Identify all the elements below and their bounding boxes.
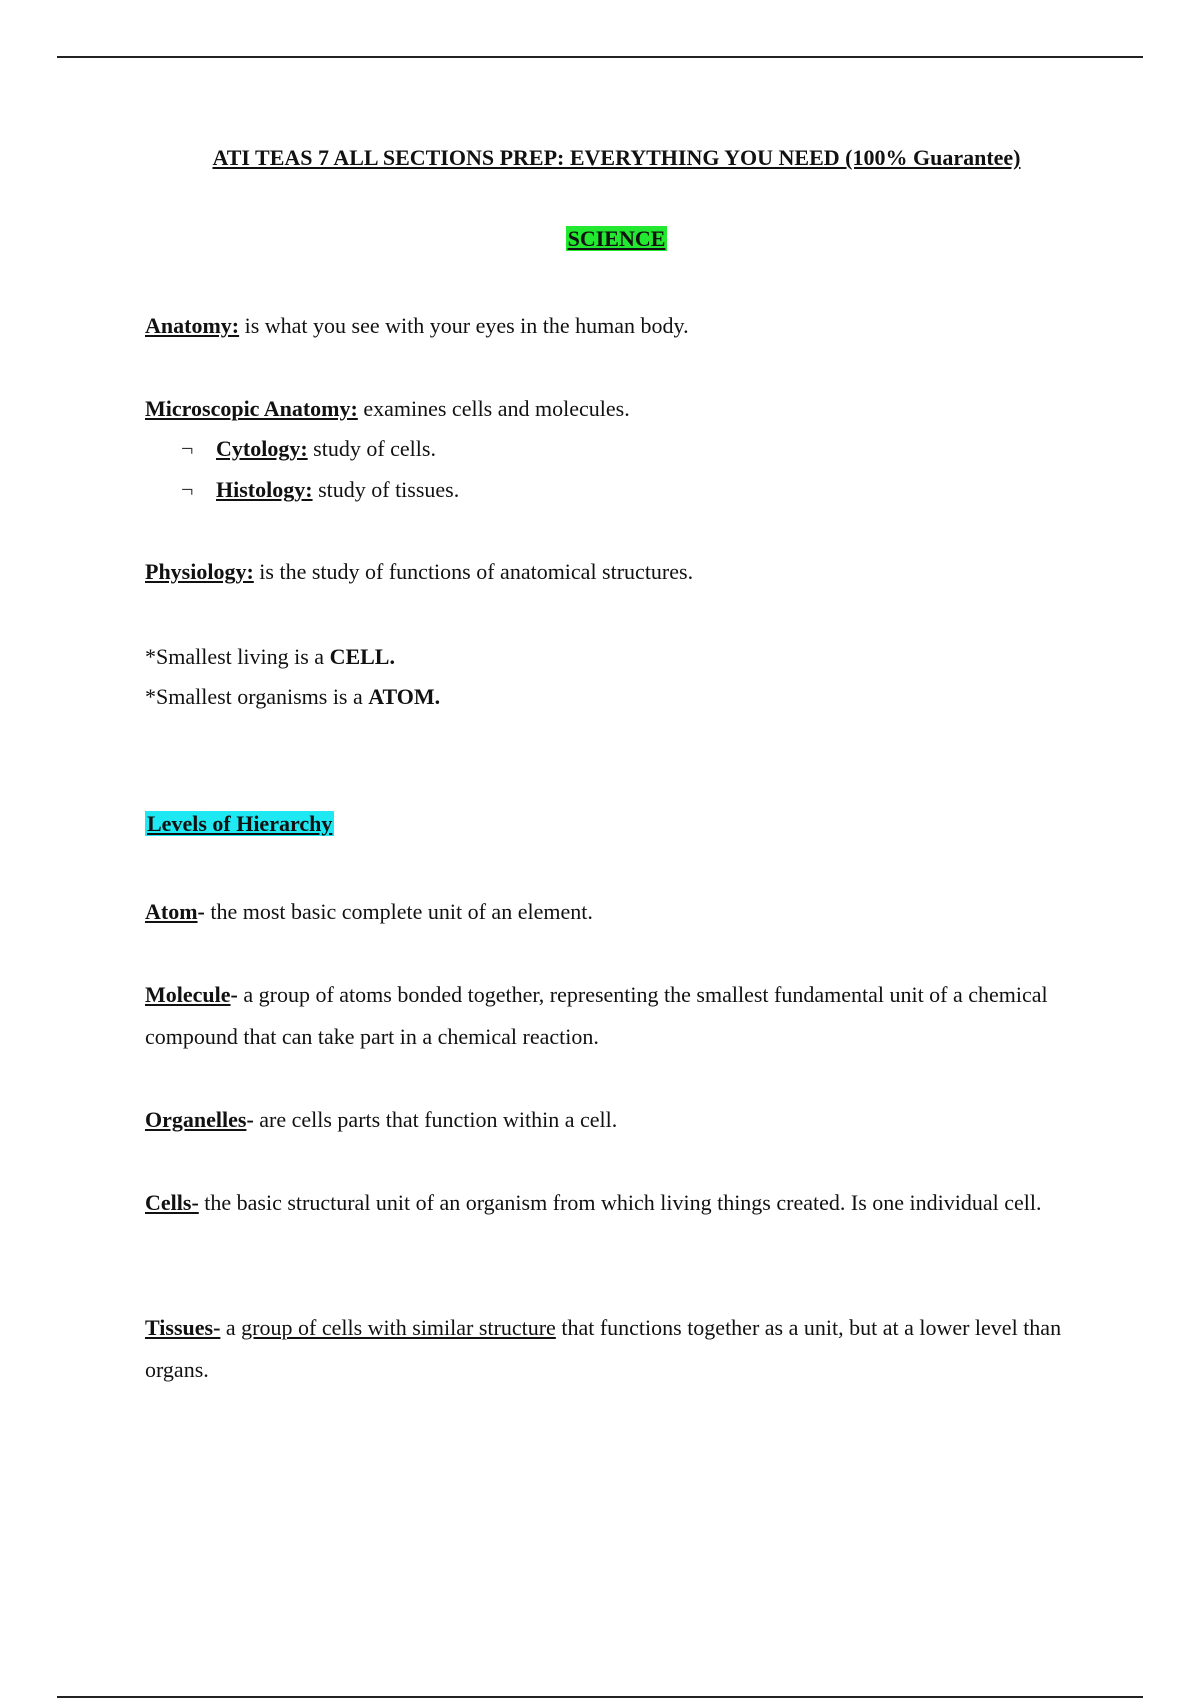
- section-heading-science: [0, 226, 1200, 252]
- definition-microscopic-text: examines cells and molecules.: [357, 396, 630, 421]
- top-rule: [57, 56, 1143, 58]
- term-organelles: Organelles: [145, 1107, 247, 1132]
- definition-anatomy-text: is what you see with your eyes in the human body.: [239, 313, 689, 338]
- hierarchy-organelles-text: are cells parts that function within a cell.: [253, 1107, 618, 1132]
- term-physiology: Physiology:: [145, 559, 254, 584]
- note-smallest-organisms-text: *Smallest organisms is a: [145, 684, 369, 709]
- definition-anatomy: [145, 305, 1090, 347]
- term-anatomy: Anatomy:: [145, 313, 240, 338]
- hierarchy-cells: [145, 1182, 1090, 1224]
- note-smallest-living-text: *Smallest living is a: [145, 644, 330, 669]
- term-molecule: Molecule: [145, 982, 231, 1007]
- bottom-rule: [57, 1696, 1143, 1698]
- hierarchy-tissues-pre: a: [220, 1315, 242, 1340]
- hierarchy-tissues-underlined: group of cells with similar structure: [241, 1315, 556, 1340]
- definition-physiology: [145, 551, 1090, 593]
- definition-microscopic-anatomy: [145, 388, 1090, 430]
- hierarchy-organelles: [145, 1099, 1090, 1141]
- term-cells: Cells-: [145, 1190, 199, 1215]
- page-title: ATI TEAS 7 ALL SECTIONS PREP: EVERYTHING YOU NEED (100% Guarantee): [212, 145, 1021, 170]
- hierarchy-molecule: [145, 974, 1090, 1058]
- hierarchy-cells-text: the basic structural unit of an organism from which living things created. Is one individual cell.: [198, 1190, 1042, 1215]
- term-cytology: Cytology:: [216, 436, 308, 461]
- list-item-cytology: [181, 428, 436, 470]
- hierarchy-atom-text: the most basic complete unit of an element.: [204, 899, 593, 924]
- note-atom: ATOM.: [368, 684, 441, 709]
- term-histology: Histology:: [216, 477, 313, 502]
- term-organelles-dash: -: [246, 1107, 254, 1132]
- term-atom-dash: -: [197, 899, 205, 924]
- term-tissues: Tissues-: [145, 1315, 221, 1340]
- histology-text: study of tissues.: [312, 477, 460, 502]
- hierarchy-molecule-text: a group of atoms bonded together, representing the smallest fundamental unit of a chemical compound that can take part in a chemical reaction.: [145, 982, 1048, 1049]
- science-heading-text: SCIENCE: [567, 226, 666, 251]
- hierarchy-atom: [145, 891, 1090, 933]
- hierarchy-tissues: [145, 1307, 1090, 1391]
- note-smallest-organisms: [145, 676, 1090, 718]
- hierarchy-tissues-text: that functions together as a unit, but at a lower level than organs.: [145, 1315, 1062, 1382]
- term-microscopic-anatomy: Microscopic Anatomy:: [145, 396, 358, 421]
- note-cell: CELL.: [329, 644, 395, 669]
- term-atom: Atom: [145, 899, 198, 924]
- bullet-mark: ¬: [181, 436, 194, 461]
- bullet-mark: ¬: [181, 477, 194, 502]
- list-item-histology: [181, 469, 460, 511]
- definition-physiology-text: is the study of functions of anatomical structures.: [253, 559, 694, 584]
- hierarchy-heading-text: Levels of Hierarchy: [147, 811, 333, 836]
- section-heading-hierarchy: [145, 811, 334, 837]
- cytology-text: study of cells.: [307, 436, 436, 461]
- note-smallest-living: [145, 636, 1090, 678]
- term-molecule-dash: -: [230, 982, 238, 1007]
